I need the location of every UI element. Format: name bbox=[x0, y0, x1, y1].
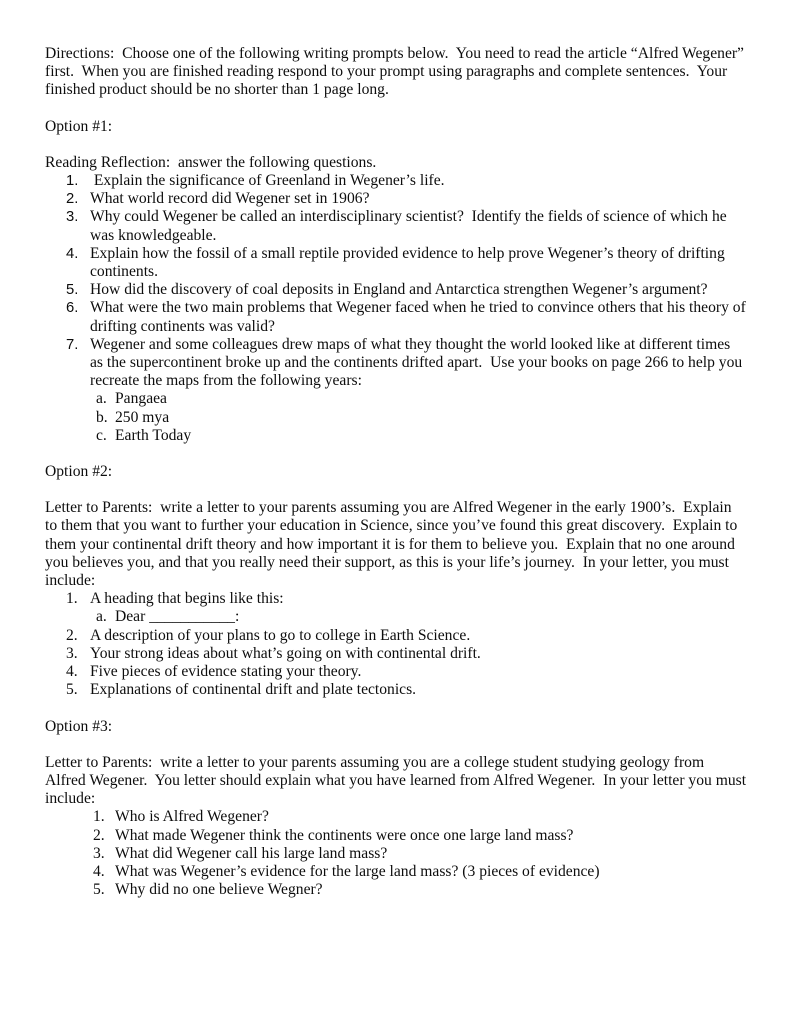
list-number: 2. bbox=[66, 626, 78, 644]
option-2-sublist-item bbox=[96, 608, 747, 626]
directions-paragraph: Directions: Choose one of the following writing prompts below. You need to read the article “Alfred Wegener” first. When you are finished reading respond to your prompt using paragraphs and complete sentences. Your finished product should be no shorter than 1 page long. bbox=[45, 45, 748, 99]
list-text: Explain the significance of Greenland in Wegener’s life. bbox=[90, 172, 445, 190]
list-letter: a. bbox=[96, 390, 107, 408]
list-number: 2. bbox=[93, 826, 105, 844]
list-text: Pangaea bbox=[115, 390, 167, 408]
list-text: A heading that begins like this: bbox=[90, 590, 284, 608]
option-1-sublist-item bbox=[96, 390, 747, 408]
option-2-list-item bbox=[66, 663, 747, 681]
option-1-sublist-item bbox=[96, 427, 747, 445]
option-1-list-item bbox=[66, 245, 747, 281]
list-letter: b. bbox=[96, 408, 108, 426]
option-2-list-item bbox=[66, 590, 747, 608]
list-text: Explain how the fossil of a small reptile provided evidence to help prove Wegener’s theory of drifting continents. bbox=[90, 244, 729, 281]
list-text: Your strong ideas about what’s going on with continental drift. bbox=[90, 644, 481, 662]
list-number: 3. bbox=[93, 844, 105, 862]
list-letter: a. bbox=[96, 608, 107, 626]
option-3-list-item bbox=[93, 881, 747, 899]
list-text: What did Wegener call his large land mass? bbox=[115, 844, 388, 862]
option-1-label: Option #1: bbox=[45, 117, 113, 135]
option-2-list-item bbox=[66, 645, 747, 663]
list-number: 1. bbox=[66, 173, 79, 190]
list-text: Earth Today bbox=[115, 426, 192, 444]
option-3-list-item bbox=[93, 827, 747, 845]
list-number: 5. bbox=[93, 881, 105, 899]
option-1-list-item bbox=[66, 281, 747, 299]
list-text: What world record did Wegener set in 1906? bbox=[90, 190, 370, 208]
list-number: 1. bbox=[93, 808, 105, 826]
spacer bbox=[45, 481, 747, 499]
spacer bbox=[45, 700, 747, 718]
list-number: 3. bbox=[66, 209, 79, 226]
spacer bbox=[45, 445, 747, 463]
spacer bbox=[45, 136, 747, 154]
list-text: Why did no one believe Wegner? bbox=[115, 881, 323, 899]
option-2-label: Option #2: bbox=[45, 463, 113, 481]
option-1-list-item bbox=[66, 336, 747, 391]
list-number: 5. bbox=[66, 282, 79, 299]
list-number: 4. bbox=[66, 663, 78, 681]
option-2-intro: Letter to Parents: write a letter to your parents assuming you are Alfred Wegener in the early 1900’s. Explain to them that you want to further your education in Science, since you’ve found this great discovery. Explain to them your continental drift theory and how important it is for them to believe you. Explain that no one around you believes you, and that you really need their support, as this is your life’s journey. In your letter, you must include: bbox=[45, 499, 742, 590]
option-3-intro: Letter to Parents: write a letter to your parents assuming you are a college student studying geology from Alfred Wegener. You letter should explain what you have learned from Alfred Wegener. In your letter you must include: bbox=[45, 753, 750, 808]
list-text: How did the discovery of coal deposits in England and Antarctica strengthen Wegener’s argument? bbox=[90, 281, 708, 299]
option-3-label: Option #3: bbox=[45, 717, 113, 735]
option-1-list-item bbox=[66, 190, 747, 208]
list-letter: c. bbox=[96, 426, 107, 444]
option-3-list-item bbox=[93, 863, 747, 881]
option-1-list-item bbox=[66, 172, 747, 190]
list-number: 7. bbox=[66, 336, 79, 353]
option-3-list-item bbox=[93, 845, 747, 863]
list-number: 6. bbox=[66, 300, 79, 317]
letter-greeting-blank: Dear ___________: bbox=[115, 608, 240, 626]
list-text: What made Wegener think the continents were once one large land mass? bbox=[115, 826, 574, 844]
list-text: 250 mya bbox=[115, 408, 170, 426]
list-number: 4. bbox=[93, 862, 105, 880]
option-2-list-item bbox=[66, 627, 747, 645]
list-number: 4. bbox=[66, 245, 79, 262]
list-text: A description of your plans to go to college in Earth Science. bbox=[90, 626, 471, 644]
list-text: What was Wegener’s evidence for the large land mass? (3 pieces of evidence) bbox=[115, 862, 600, 880]
option-3-list-item bbox=[93, 808, 747, 826]
spacer bbox=[45, 100, 747, 118]
list-text: Who is Alfred Wegener? bbox=[115, 808, 269, 826]
list-number: 3. bbox=[66, 644, 78, 662]
list-text: Five pieces of evidence stating your theory. bbox=[90, 663, 362, 681]
option-1-list-item bbox=[66, 208, 747, 244]
option-1-sublist-item bbox=[96, 409, 747, 427]
list-text: What were the two main problems that Wegener faced when he tried to convince others that his theory of drifting continents was valid? bbox=[90, 299, 750, 335]
option-1-intro: Reading Reflection: answer the following questions. bbox=[45, 153, 377, 171]
spacer bbox=[45, 736, 747, 754]
list-number: 5. bbox=[66, 681, 78, 699]
list-number: 1. bbox=[66, 590, 78, 608]
option-2-list-item bbox=[66, 681, 747, 699]
list-number: 2. bbox=[66, 191, 79, 208]
list-text: Explanations of continental drift and plate tectonics. bbox=[90, 681, 417, 699]
list-text: Wegener and some colleagues drew maps of what they thought the world looked like at different times as the supercontinent broke up and the continents drifted apart. Use your books on page 266 to help you recreate the maps from the following years: bbox=[90, 335, 747, 390]
list-text: Why could Wegener be called an interdisciplinary scientist? Identify the fields of science of which he was knowledgeable. bbox=[90, 208, 731, 244]
option-1-list-item bbox=[66, 299, 750, 335]
